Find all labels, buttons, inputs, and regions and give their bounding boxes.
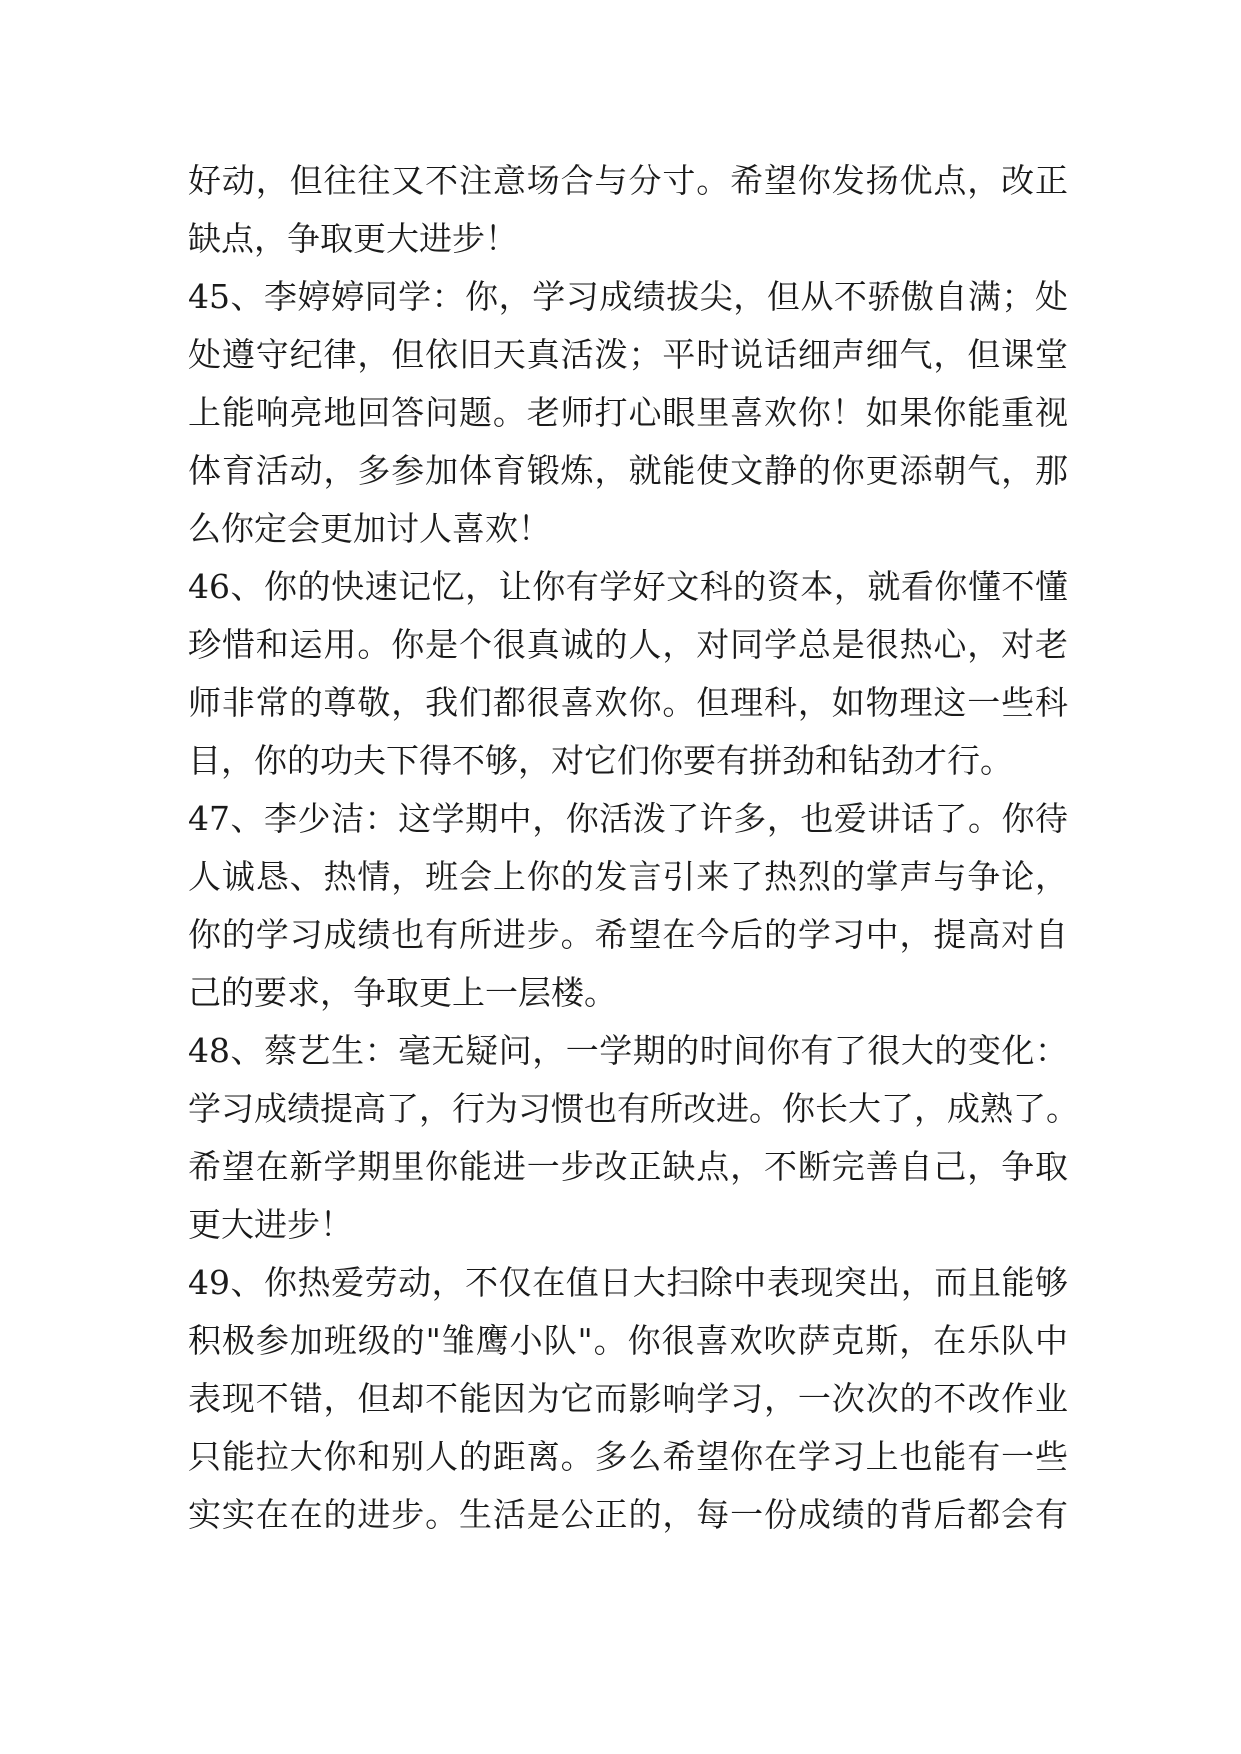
text-line: 实实在在的进步。生活是公正的，每一份成绩的背后都会有 <box>188 1495 1068 1534</box>
text-line: 人诚恳、热情，班会上你的发言引来了热烈的掌声与争论， <box>188 857 1068 896</box>
text-line: 学习成绩提高了，行为习惯也有所改进。你长大了，成熟了。 <box>188 1089 1079 1128</box>
text-line: 师非常的尊敬，我们都很喜欢你。但理科，如物理这一些科 <box>188 683 1068 722</box>
text-line: 上能响亮地回答问题。老师打心眼里喜欢你！如果你能重视 <box>188 393 1068 432</box>
text-line: 49、你热爱劳动，不仅在值日大扫除中表现突出，而且能够 <box>188 1263 1068 1302</box>
text-line: 表现不错，但却不能因为它而影响学习，一次次的不改作业 <box>188 1379 1068 1418</box>
text-line: 珍惜和运用。你是个很真诚的人，对同学总是很热心，对老 <box>188 625 1068 664</box>
text-line: 么你定会更加讨人喜欢！ <box>188 509 551 548</box>
text-line: 你的学习成绩也有所进步。希望在今后的学习中，提高对自 <box>188 915 1068 954</box>
text-line: 48、蔡艺生：毫无疑问，一学期的时间你有了很大的变化： <box>188 1031 1068 1070</box>
text-line: 处遵守纪律，但依旧天真活泼；平时说话细声细气，但课堂 <box>188 335 1068 374</box>
text-line: 体育活动，多参加体育锻炼，就能使文静的你更添朝气，那 <box>188 451 1068 490</box>
document-body <box>188 152 1079 1544</box>
text-line: 47、李少洁：这学期中，你活泼了许多，也爱讲话了。你待 <box>188 799 1068 838</box>
text-line: 更大进步！ <box>188 1205 353 1244</box>
text-line: 积极参加班级的"雏鹰小队"。你很喜欢吹萨克斯，在乐队中 <box>188 1321 1068 1360</box>
text-line: 目，你的功夫下得不够，对它们你要有拼劲和钻劲才行。 <box>188 741 1013 780</box>
text-line: 缺点，争取更大进步！ <box>188 219 518 258</box>
text-line: 己的要求，争取更上一层楼。 <box>188 973 617 1012</box>
text-line: 只能拉大你和别人的距离。多么希望你在学习上也能有一些 <box>188 1437 1068 1476</box>
text-line: 45、李婷婷同学：你，学习成绩拔尖，但从不骄傲自满；处 <box>188 277 1068 316</box>
text-line: 46、你的快速记忆，让你有学好文科的资本，就看你懂不懂 <box>188 567 1068 606</box>
text-line: 希望在新学期里你能进一步改正缺点，不断完善自己，争取 <box>188 1147 1068 1186</box>
text-line: 好动，但往往又不注意场合与分寸。希望你发扬优点，改正 <box>188 161 1068 200</box>
